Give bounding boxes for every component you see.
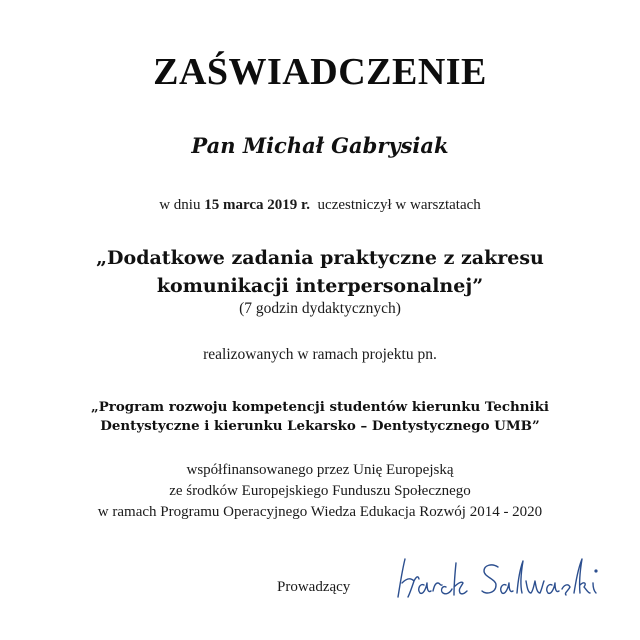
project-intro: realizowanych w ramach projektu pn. — [203, 346, 437, 363]
participation-statement — [0, 197, 640, 214]
recipient-name: Pan Michał Gabrysiak — [191, 133, 449, 158]
funding-line-1: współfinansowanego przez Unię Europejską — [186, 462, 454, 478]
workshop-title-line-1: „Dodatkowe zadania praktyczne z zakresu — [96, 247, 544, 269]
project-name-line-2: Dentystyczne i kierunku Lekarsko – Dentystycznego UMB” — [100, 418, 540, 434]
date-prefix: w dniu — [159, 197, 205, 213]
date-suffix: uczestniczył w warsztatach — [310, 197, 481, 213]
workshop-date: 15 marca 2019 r. — [204, 197, 311, 213]
workshop-title-line-2: komunikacji interpersonalnej” — [156, 275, 484, 297]
certificate-title: ZAŚWIADCZENIE — [153, 51, 487, 93]
funding-line-3: w ramach Programu Operacyjnego Wiedza Edukacja Rozwój 2014 - 2020 — [97, 504, 543, 520]
handwritten-signature — [390, 553, 605, 603]
project-name-line-1: „Program rozwoju kompetencji studentów kierunku Techniki — [91, 399, 549, 415]
leader-label: Prowadzący — [277, 579, 351, 595]
teaching-hours: (7 godzin dydaktycznych) — [239, 300, 401, 317]
funding-line-2: ze środków Europejskiego Funduszu Społecznego — [169, 483, 471, 499]
